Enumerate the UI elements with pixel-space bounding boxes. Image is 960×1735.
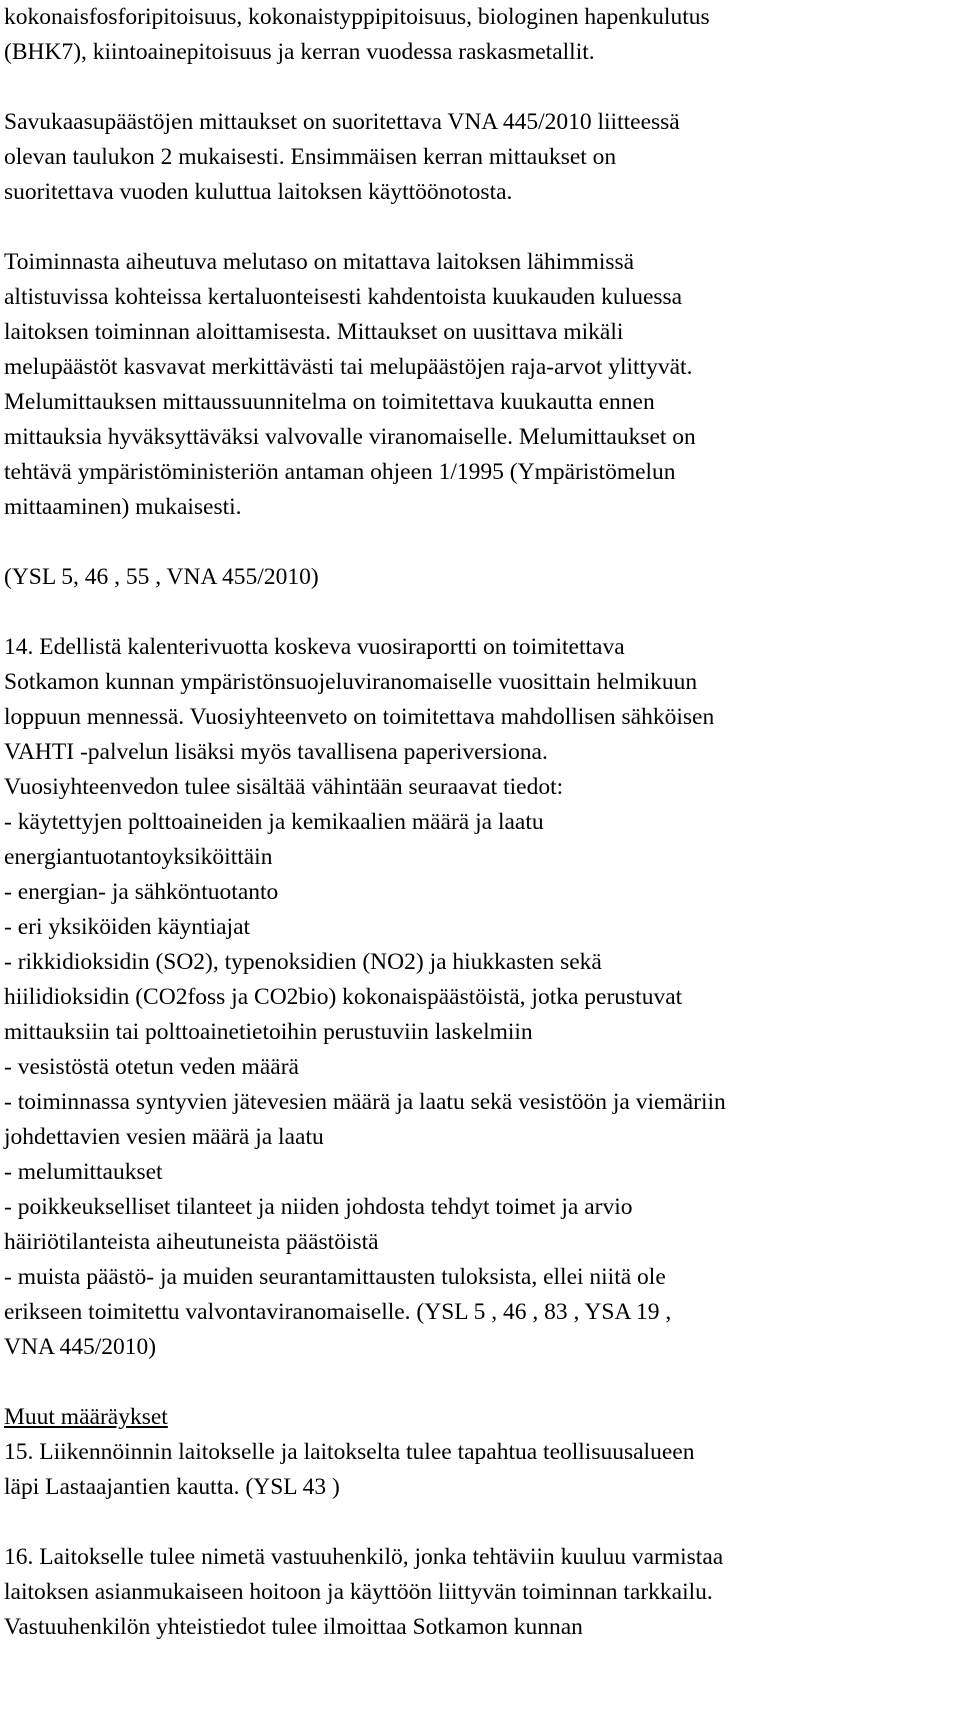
paragraph-gap [4,70,956,105]
text-line: - rikkidioksidin (SO2), typenoksidien (NO2) ja hiukkasten sekä [4,949,602,975]
text-line: mittaaminen) mukaisesti. [4,494,242,520]
text-line: Toiminnasta aiheutuva melutaso on mitattava laitoksen lähimmissä [4,249,635,275]
text-line: laitoksen toiminnan aloittamisesta. Mittaukset on uusittava mikäli [4,319,624,345]
document-page [4,0,956,1645]
paragraph-gap [4,210,956,245]
paragraph-gap [4,595,956,630]
text-line: hiilidioksidin (CO2foss ja CO2bio) kokonaispäästöistä, jotka perustuvat [4,984,683,1010]
text-line: kokonaisfosforipitoisuus, kokonaistyppipitoisuus, biologinen hapenkulutus [4,4,710,30]
text-line: (BHK7), kiintoainepitoisuus ja kerran vuodessa raskasmetallit. [4,39,595,65]
text-line: erikseen toimitettu valvontaviranomaiselle. (YSL 5 , 46 , 83 , YSA 19 , [4,1299,672,1325]
text-line: (YSL 5, 46 , 55 , VNA 455/2010) [4,564,319,590]
text-line: energiantuotantoyksiköittäin [4,844,273,870]
text-line: - muista päästö- ja muiden seurantamittausten tuloksista, ellei niitä ole [4,1264,666,1290]
text-line: johdettavien vesien määrä ja laatu [4,1124,324,1150]
text-line: Savukaasupäästöjen mittaukset on suoritettava VNA 445/2010 liitteessä [4,109,680,135]
paragraph-savukaasu [4,105,956,210]
text-line: Vuosiyhteenvedon tulee sisältää vähintään seuraavat tiedot: [4,774,564,800]
text-line: olevan taulukon 2 mukaisesti. Ensimmäisen kerran mittaukset on [4,144,617,170]
text-line: - käytettyjen polttoaineiden ja kemikaalien määrä ja laatu [4,809,544,835]
text-line: - melumittaukset [4,1159,163,1185]
text-line: mittauksiin tai polttoainetietoihin perustuviin laskelmiin [4,1019,533,1045]
text-line: VAHTI -palvelun lisäksi myös tavallisena paperiversiona. [4,739,548,765]
paragraph-gap [4,525,956,560]
text-line: - eri yksiköiden käyntiajat [4,914,251,940]
text-line: - energian- ja sähköntuotanto [4,879,279,905]
text-line: loppuun mennessä. Vuosiyhteenveto on toimitettava mahdollisen sähköisen [4,704,715,730]
text-line: - poikkeukselliset tilanteet ja niiden johdosta tehdyt toimet ja arvio [4,1194,633,1220]
text-line: 16. Laitokselle tulee nimetä vastuuhenkilö, jonka tehtäviin kuuluu varmistaa [4,1544,724,1570]
text-line: Vastuuhenkilön yhteistiedot tulee ilmoittaa Sotkamon kunnan [4,1614,583,1640]
paragraph-intro [4,0,956,70]
text-line: tehtävä ympäristöministeriön antaman ohjeen 1/1995 (Ympäristömelun [4,459,676,485]
text-line: 15. Liikennöinnin laitokselle ja laitokselta tulee tapahtua teollisuusalueen [4,1439,695,1465]
paragraph-item-14 [4,630,956,1365]
text-line: häiriötilanteista aiheutuneista päästöistä [4,1229,379,1255]
text-line: suoritettava vuoden kuluttua laitoksen käyttöönotosta. [4,179,513,205]
paragraph-gap [4,1505,956,1540]
text-line: altistuvissa kohteissa kertaluonteisesti kahdentoista kuukauden kuluessa [4,284,683,310]
text-line: läpi Lastaajantien kautta. (YSL 43 ) [4,1474,340,1500]
text-line: melupäästöt kasvavat merkittävästi tai melupäästöjen raja-arvot ylittyvät. [4,354,693,380]
paragraph-item-16 [4,1540,956,1645]
text-line: laitoksen asianmukaiseen hoitoon ja käyttöön liittyvän toiminnan tarkkailu. [4,1579,713,1605]
text-line: - toiminnassa syntyvien jätevesien määrä ja laatu sekä vesistöön ja viemäriin [4,1089,726,1115]
section-heading: Muut määräykset [4,1404,168,1430]
paragraph-melu [4,245,956,525]
paragraph-gap [4,1365,956,1400]
text-line: Sotkamon kunnan ympäristönsuojeluviranomaiselle vuosittain helmikuun [4,669,698,695]
paragraph-item-15 [4,1435,956,1505]
section-heading-muut [4,1400,956,1435]
text-line: Melumittauksen mittaussuunnitelma on toimitettava kuukautta ennen [4,389,655,415]
text-line: - vesistöstä otetun veden määrä [4,1054,299,1080]
text-line: 14. Edellistä kalenterivuotta koskeva vuosiraportti on toimitettava [4,634,625,660]
legal-reference [4,560,956,595]
text-line: VNA 445/2010) [4,1334,157,1360]
text-line: mittauksia hyväksyttäväksi valvovalle viranomaiselle. Melumittaukset on [4,424,696,450]
